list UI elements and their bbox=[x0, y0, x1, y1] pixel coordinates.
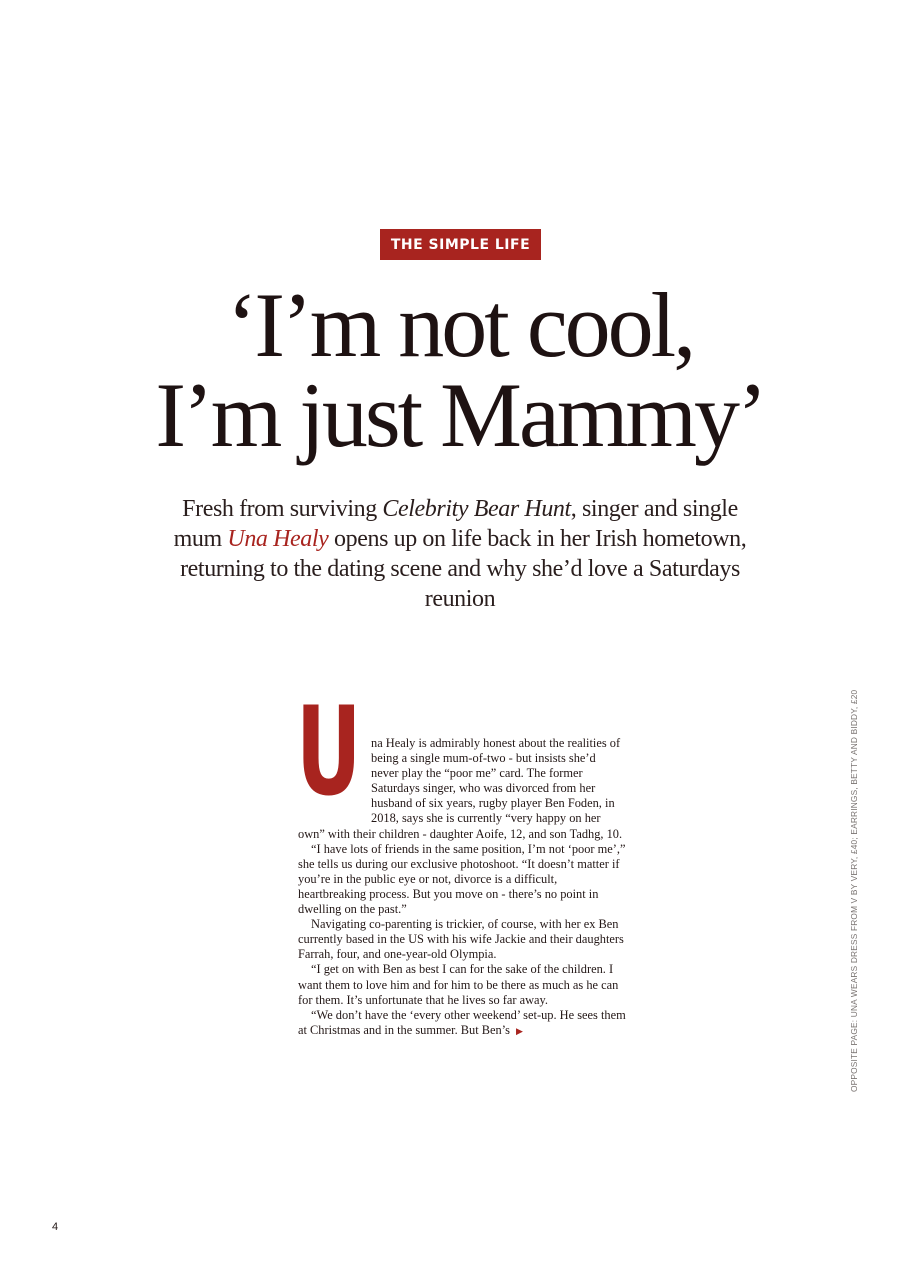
article-paragraph-text: “We don’t have the ‘every other weekend’ set-up. He sees them at Christmas and in the summer. But Ben’s bbox=[298, 1007, 626, 1037]
standfirst-part-3: opens up on life back in her Irish hometown, returning to the dating scene and why she’d love a Saturdays reunion bbox=[180, 526, 747, 612]
article-paragraph: Navigating co-parenting is trickier, of course, with her ex Ben currently based in the US with his wife Jackie and their daughters Farrah, four, and one-year-old Olympia. bbox=[298, 917, 624, 962]
standfirst-subject-name: Una Healy bbox=[227, 526, 329, 552]
photo-credit: OPPOSITE PAGE: UNA WEARS DRESS FROM V BY VERY, £40; EARRINGS, BETTY AND BIDDY, £20 bbox=[849, 689, 859, 1092]
article-paragraph: “I have lots of friends in the same position, I’m not ‘poor me’,” she tells us during our exclusive photoshoot. “It doesn’t matter if you’re in the public eye or not, divorce is a difficult, heartbreaking process. But you move on - there’s no point in dwelling on the past.” bbox=[298, 841, 626, 917]
headline-line-1: ‘I’m not cool, bbox=[226, 274, 694, 376]
headline bbox=[0, 274, 920, 466]
page-number: 4 bbox=[52, 1221, 59, 1233]
standfirst-part-2: , singer and single mum bbox=[173, 496, 738, 552]
continue-arrow-icon: ▶ bbox=[516, 1026, 523, 1037]
article-paragraph-last bbox=[298, 1008, 626, 1040]
standfirst bbox=[170, 494, 750, 614]
standfirst-part-1: Fresh from surviving bbox=[182, 496, 383, 522]
article-paragraph: na Healy is admirably honest about the realities of being a single mum-of-two - but insists she’d never play the “poor me” card. The former Saturdays singer, who was divorced from her husband of six years, rugby player Ben Foden, in 2018, says she is currently “very happy on her own” with their children - daughter Aoife, 12, and son Tadhg, 10. bbox=[298, 736, 623, 841]
drop-cap: U bbox=[296, 681, 362, 823]
article-body bbox=[296, 681, 626, 1040]
section-label: THE SIMPLE LIFE bbox=[380, 229, 541, 260]
article-paragraph: “I get on with Ben as best I can for the sake of the children. I want them to love him and for him to be there as much as he can for them. It’s unfortunate that he lives so far away. bbox=[298, 962, 619, 1007]
headline-line-2: I’m just Mammy’ bbox=[155, 364, 765, 466]
standfirst-show-title: Celebrity Bear Hunt bbox=[382, 496, 571, 522]
